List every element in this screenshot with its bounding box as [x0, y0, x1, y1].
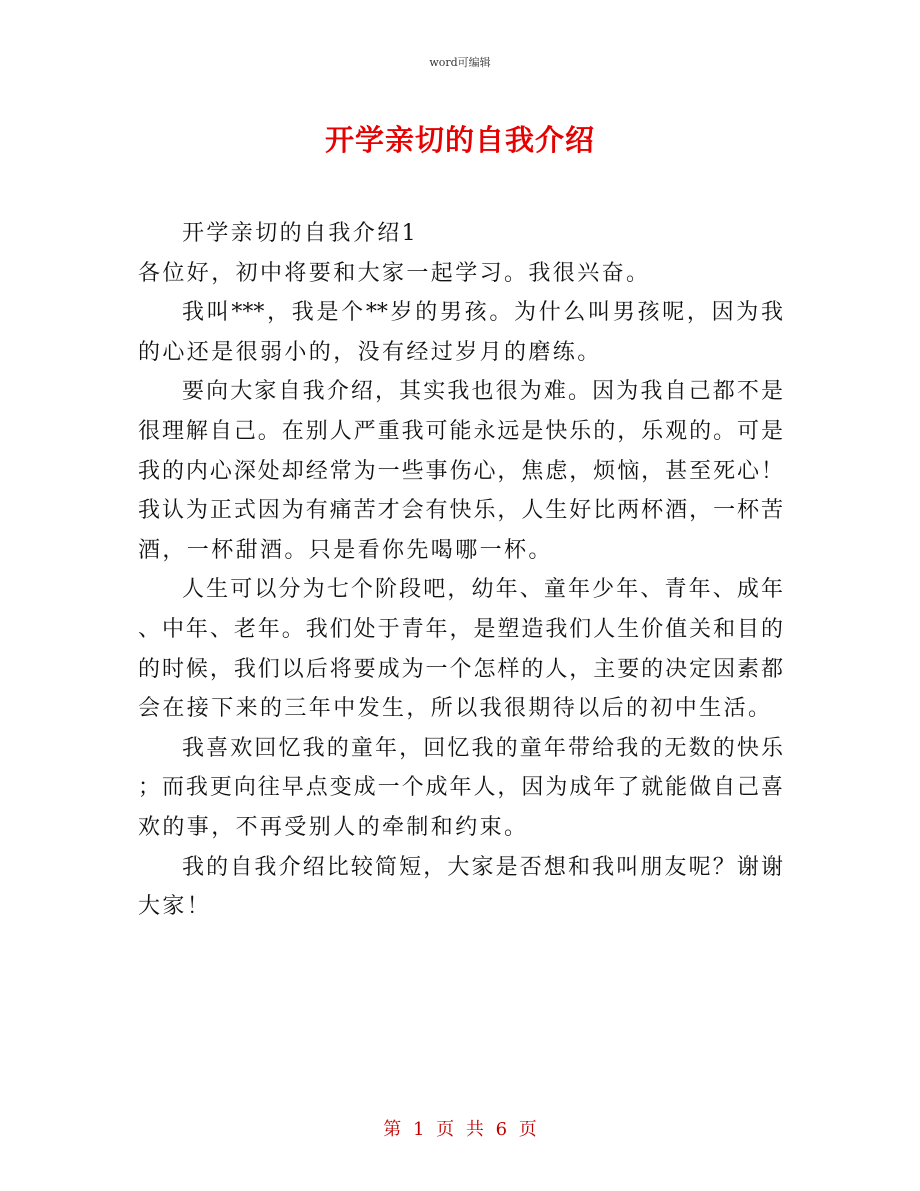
paragraph-line: 我的自我介绍比较简短，大家是否想和我叫朋友呢？谢谢: [182, 854, 783, 880]
paragraph-line: 大家！: [138, 894, 212, 920]
paragraph-line: 各位好，初中将要和大家一起学习。我很兴奋。: [138, 260, 651, 286]
paragraph-line: 我叫***，我是个**岁的男孩。为什么叫男孩呢，因为我: [182, 300, 783, 326]
paragraph-line: ；而我更向往早点变成一个成年人，因为成年了就能做自己喜: [138, 775, 783, 801]
page-header-note: word可编辑: [429, 56, 491, 69]
paragraph-line: 、中年、老年。我们处于青年，是塑造我们人生价值关和目的: [138, 616, 783, 642]
document-body: [138, 214, 783, 927]
paragraph-line: 的时候，我们以后将要成为一个怎样的人，主要的决定因素都: [138, 656, 783, 682]
paragraph-line: 欢的事，不再受别人的牵制和约束。: [138, 814, 529, 840]
page-footer-info: 第 1 页 共 6 页: [383, 1119, 537, 1140]
paragraph-line: 要向大家自我介绍，其实我也很为难。因为我自己都不是: [182, 379, 783, 405]
paragraph-line: 酒，一杯甜酒。只是看你先喝哪一杯。: [138, 537, 553, 563]
paragraph-line: 开学亲切的自我介绍1: [182, 221, 418, 246]
paragraph-line: 我喜欢回忆我的童年，回忆我的童年带给我的无数的快乐: [182, 735, 783, 761]
paragraph-line: 人生可以分为七个阶段吧，幼年、童年少年、青年、成年: [182, 577, 783, 603]
paragraph-line: 我的内心深处却经常为一些事伤心，焦虑，烦恼，甚至死心！: [138, 458, 783, 484]
document-title: 开学亲切的自我介绍: [324, 123, 595, 157]
paragraph-line: 的心还是很弱小的，没有经过岁月的磨练。: [138, 339, 602, 365]
paragraph-line: 很理解自己。在别人严重我可能永远是快乐的，乐观的。可是: [138, 418, 783, 444]
paragraph-line: 会在接下来的三年中发生，所以我很期待以后的初中生活。: [138, 696, 773, 722]
paragraph-line: 我认为正式因为有痛苦才会有快乐，人生好比两杯酒，一杯苦: [138, 498, 783, 524]
